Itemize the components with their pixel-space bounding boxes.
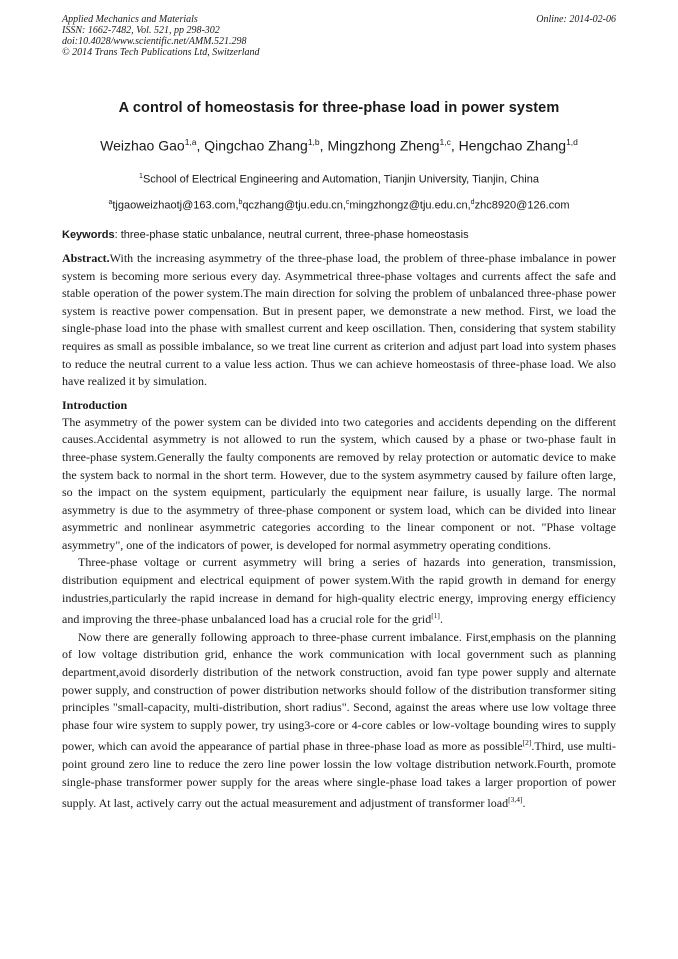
citation-ref[interactable]: [3,4] [508, 795, 523, 805]
abstract [62, 250, 616, 391]
abstract-label: Abstract. [62, 250, 110, 265]
section-heading-introduction: Introduction [62, 397, 128, 412]
affiliation-text: School of Electrical Engineering and Automation, Tianjin University, Tianjin, China [142, 173, 539, 186]
paragraph-text: . [522, 796, 526, 811]
paragraph-text: Now there are generally following approach to three-phase current imbalance. First,emphasis on the planning of low voltage distribution grid, enhance the work communication with local government such as planning department,avoid disorderly distribution of the network construction, avoid fan type power supply and alternate power supply, and construction of power distribution networks should follow of the distribution transformer siting principles "small-capacity, multi-distribution, short radius". Second, against the areas where use low voltage three phase four wire system to supply power, try using3-core or 4-core cables or low-voltage bounding wires to supply power, which can avoid the appearance of partial phase in three-phase load as more as possible [62, 629, 616, 754]
email-link[interactable]: zhc8920@126.com [474, 199, 570, 212]
citation-ref[interactable]: [2] [522, 738, 532, 748]
author-sup: 1,d [566, 137, 578, 147]
journal-header [62, 14, 616, 58]
email-sup: c [345, 199, 350, 207]
author-name: Mingzhong Zheng [327, 137, 440, 154]
paragraph-text: . [439, 612, 443, 627]
author-list: Weizhao Gao$^{1,a}$, Qingchao Zhang$^{1,b}$, Mingzhong Zheng$^{1,c}$, Hengchao Zhang$^{1,d}$ [100, 137, 578, 154]
paper-title: A control of homeostasis for three-phase load in power system [118, 100, 560, 116]
affiliation [62, 173, 616, 186]
author-name: Hengchao Zhang [458, 137, 567, 154]
intro-paragraph-1: The asymmetry of the power system can be divided into two categories and accidents depending on the different causes.Accidental asymmetry is not allowed to run the system, which caused by a phase or two-phase fault in three-phase system.Generally the faulty components are removed by relay protection or automatic device to make the system back to normal in the short term. However, due to the system asymmetry caused by failure often large, so the impact on the system equipment, particularly the equipment near failure, is usually large. The normal asymmetry is due to the asymmetry of three-phase component or system load, which can be divided into linear asymmetric and nonlinear asymmetric categories according to the linear component or not. "Phase voltage asymmetry", one of the indicators of power, is developed for normal asymmetry operating conditions. [62, 414, 616, 552]
paragraph-text: .Third, use multi-point ground zero line to reduce the zero line power lossin the low voltage distribution network.Fourth, promote single-phase transformer power supply for the areas where single-phase load takes a larger proportion of power supply. At last, actively carry out the actual measurement and adjustment of transformer load [62, 739, 616, 811]
online-date: Online: 2014-02-06 [536, 14, 616, 25]
intro-paragraph-3 [62, 629, 616, 813]
paragraph-text: Three-phase voltage or current asymmetry will bring a series of hazards into generation, transmission, distribution equipment and electrical equipment of power system.With the rapid growth in demand for energy industries,particularly the rapid increase in demand for high-quality electric energy, improving energy efficiency and improving the three-phase unbalanced load has a crucial role for the grid [62, 555, 616, 627]
keywords-text: : three-phase static unbalance, neutral current, three-phase homeostasis [114, 228, 469, 241]
email-sup: d [470, 199, 475, 207]
abstract-text: With the increasing asymmetry of the three-phase load, the problem of three-phase imbalance in power system is becoming more serious every day. Asymmetrical three-phase voltages and currents affect the safe and stable operation of the power system.The main direction for solving the problem of unbalanced three-phase power system is reactive power compensation. But in present paper, we demonstrate a new method. First, we load the single-phase load into the phase with smallest current and keep oscillation. Then, considering that system stability requires as small as possible imbalance, so we treat line current as criterion and adjust part load into system phases to reduce the neutral current to a value less action. Thus we can achieve homeostasis of three-phase load. We also have realized it by simulation. [62, 250, 616, 389]
copyright-line: © 2014 Trans Tech Publications Ltd, Switzerland [62, 47, 260, 58]
doi-line: doi:10.4028/www.scientific.net/AMM.521.298 [62, 36, 247, 47]
keywords [62, 229, 616, 241]
author-name: Weizhao Gao [100, 137, 185, 154]
author-sup: 1,b [307, 137, 320, 147]
email-link[interactable]: qczhang@tju.edu.cn, [242, 199, 346, 212]
issn-line: ISSN: 1662-7482, Vol. 521, pp 298-302 [62, 25, 220, 36]
email-link[interactable]: mingzhongz@tju.edu.cn, [349, 199, 471, 212]
email-sup: a [108, 199, 113, 207]
intro-paragraph-2 [62, 554, 616, 628]
author-sup: 1,a [184, 137, 197, 147]
email-list [62, 199, 616, 212]
keywords-label: Keywords [62, 228, 115, 241]
author-sup: 1,c [439, 137, 451, 147]
journal-name: Applied Mechanics and Materials [62, 14, 198, 25]
email-sup: b [238, 199, 243, 207]
citation-ref[interactable]: [1] [431, 611, 440, 621]
author-name: Qingchao Zhang [204, 137, 308, 154]
email-link[interactable]: tjgaoweizhaotj@163.com, [112, 199, 239, 212]
affiliation-sup: 1 [139, 172, 143, 180]
